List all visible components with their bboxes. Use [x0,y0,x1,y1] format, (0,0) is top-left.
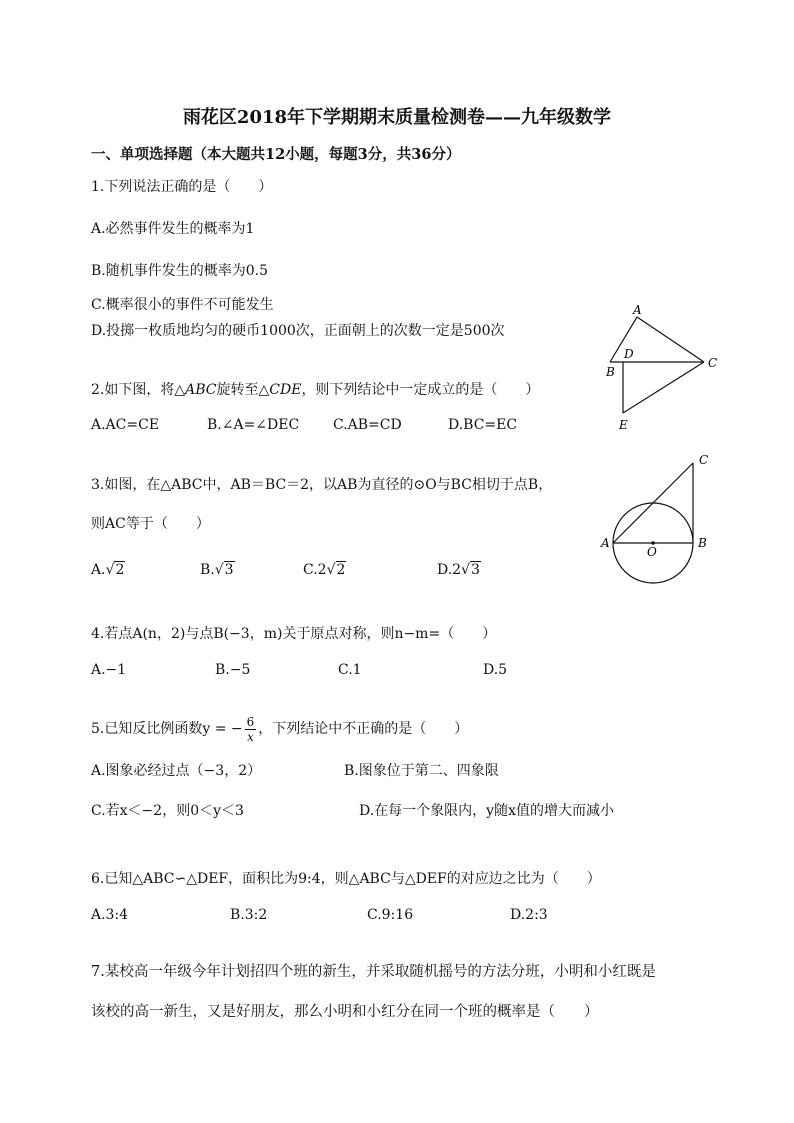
page-title: 雨花区2018年下学期期末质量检测卷——九年级数学 [182,107,612,128]
q3-option-d: D.2√3 [437,562,480,578]
q7-stem-line-1: 7.某校高一年级今年计划招四个班的新生，并采取随机摇号的方法分班，小明和小红既是 [91,964,656,980]
q4-option-a: A.−1 [91,662,127,678]
q5-stem: 5.已知反比例函数y = − $\frac{6}{x}$ ，下列结论中不正确的是（ ） [91,714,469,744]
q2-option-b: B.∠A=∠DEC [207,417,300,433]
q5-option-a: A.图象必经过点（−3，2） [91,763,262,779]
q4-option-b: B.−5 [215,662,251,678]
q6-option-a: A.3:4 [91,907,129,923]
q2-figure [600,300,730,435]
q2-option-c: C.AB=CD [333,417,402,433]
q7-stem-line-2: 该校的高一新生，又是好朋友，那么小明和小红分在同一个班的概率是（ ） [91,1004,599,1020]
q3-figure [597,450,727,590]
q3-option-b: B.√3 [200,562,234,578]
q4-option-d: D.5 [483,662,508,678]
q2-label-c: C [708,356,718,370]
q3-label-b: B [698,536,707,550]
section-heading: 一、单项选择题（本大题共12小题，每题3分，共36分） [91,146,461,163]
q2-stem: 2.如下图，将△ABC旋转至△CDE，则下列结论中一定成立的是（ ） [91,382,540,398]
q1-option-d: D.投掷一枚质地均匀的硬币1000次，正面朝上的次数一定是500次 [91,323,505,339]
q2-label-b: B [606,365,615,379]
q6-option-c: C.9:16 [367,907,414,923]
q1-stem: 1.下列说法正确的是（ ） [91,179,273,195]
q4-stem: 4.若点A(n，2)与点B(−3，m)关于原点对称，则n−m=（ ） [91,626,497,642]
q2-option-d: D.BC=EC [448,417,518,433]
q3-label-o: O [647,545,657,559]
q3-stem: 3.如图，在△ABC中，AB＝BC＝2，以AB为直径的⊙O与BC相切于点B， [91,477,553,493]
q1-option-b: B.随机事件发生的概率为0.5 [91,263,269,279]
q5-option-d: D.在每一个象限内，y随x值的增大而减小 [359,803,614,819]
q2-label-e: E [619,418,628,432]
q5-option-b: B.图象位于第二、四象限 [344,763,499,779]
q6-stem: 6.已知△ABC∽△DEF，面积比为9:4，则△ABC与△DEF的对应边之比为（ ） [91,871,601,887]
q2-label-a: A [633,303,642,317]
q1-option-a: A.必然事件发生的概率为1 [91,221,255,237]
q5-fraction: $\frac{6}{x}$ [246,714,255,744]
q3-label-a: A [601,536,610,550]
q1-option-c: C.概率很小的事件不可能发生 [91,297,274,313]
q6-option-d: D.2:3 [510,907,548,923]
q2-option-a: A.AC=CE [91,417,160,433]
q3-option-c: C.2√2 [303,562,346,578]
q5-option-c: C.若x＜−2，则0＜y＜3 [91,803,244,819]
q2-label-d: D [624,347,634,361]
q3-label-c: C [699,453,709,467]
q4-option-c: C.1 [338,662,362,678]
q3-stem-2: 则AC等于（ ） [91,516,210,532]
q3-option-a: A.√2 [91,562,125,578]
q6-option-b: B.3:2 [230,907,268,923]
